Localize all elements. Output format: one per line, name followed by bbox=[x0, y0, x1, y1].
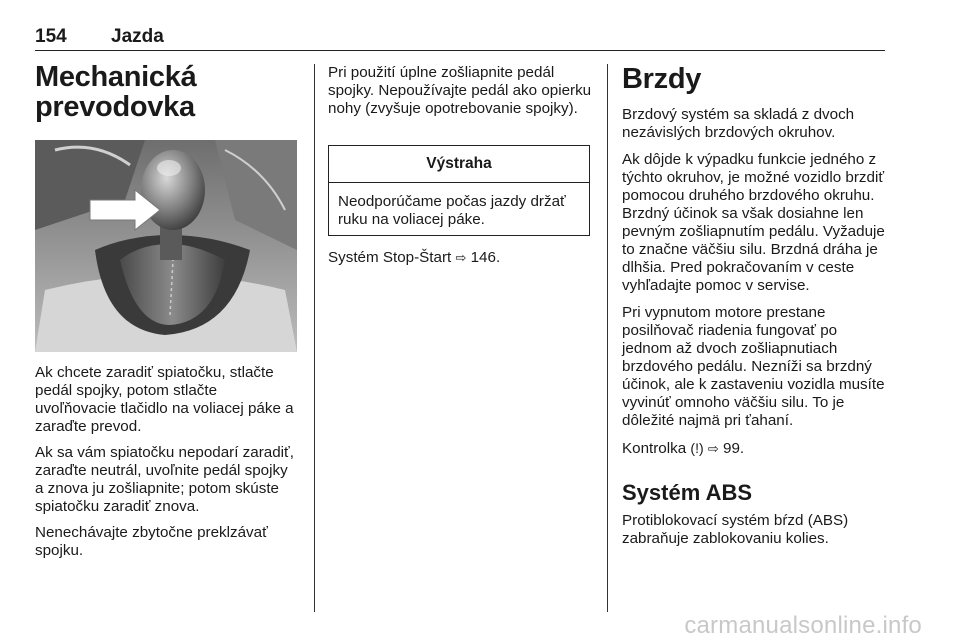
middle-column bbox=[328, 64, 593, 118]
heading-line: prevodovka bbox=[35, 91, 195, 123]
paragraph: Ak sa vám spiatočku nepodarí zaradiť, zaraďte neutrál, uvoľnite pedál spojky a znova ju zošliapnite; potom skúste spiatočku zaradiť znova. bbox=[35, 444, 294, 515]
gear-shift-lever-image bbox=[35, 140, 297, 352]
paragraph: Ak chcete zaradiť spiatočku, stlačte pedál spojky, potom stlačte uvoľňovacie tlačidlo na voliacej páke a zaraďte prevod. bbox=[35, 364, 294, 435]
column-divider bbox=[314, 64, 315, 612]
warning-text: Neodporúčame počas jazdy držať ruku na voliacej páke. bbox=[338, 193, 566, 228]
stop-start-reference bbox=[328, 249, 593, 267]
reference-text: Kontrolka bbox=[622, 440, 687, 457]
paragraph: Brzdový systém sa skladá z dvoch nezávislých brzdových okruhov. bbox=[622, 106, 855, 141]
gear-shift-illustration bbox=[35, 140, 297, 352]
page-ref-arrow-icon: ⇨ bbox=[707, 441, 719, 456]
section-title: Jazda bbox=[111, 26, 164, 47]
paragraph: Nenechávajte zbytočne preklzávať spojku. bbox=[35, 524, 268, 559]
right-column bbox=[622, 64, 890, 548]
page-ref-arrow-icon: ⇨ bbox=[455, 250, 467, 265]
left-column-text bbox=[35, 364, 300, 560]
paragraph: Ak dôjde k výpadku funkcie jedného z týchto okruhov, je možné vozidlo brzdiť pomocou druhého brzdového okruhu. Brzdný účinok sa však dosiahne len pevným zošliapnutím pedálu. Vyžaduje to značne väčšiu silu. Brzdná dráha je dlhšia. Pred pokračovaním v ceste vyhľadajte pomoc v servise. bbox=[622, 151, 885, 294]
control-light-reference bbox=[622, 439, 890, 458]
heading-brakes: Brzdy bbox=[622, 63, 702, 95]
reference-text: Systém Stop-Štart bbox=[328, 249, 452, 266]
paragraph: Pri vypnutom motore prestane posilňovač riadenia fungovať po jednom až dvoch zošliapnutiach brzdového pedálu. Nezníži sa brzdný účinok, ale k zastaveniu vozidla musíte vyvinúť omnoho väčšiu silu. To je dôležité najmä pri ťahaní. bbox=[622, 304, 885, 429]
paragraph: Pri použití úplne zošliapnite pedál spojky. Nepoužívajte pedál ako opierku nohy (zvyšuje opotrebovanie spojky). bbox=[328, 64, 592, 117]
reference-page: 146. bbox=[470, 249, 501, 266]
brake-warning-icon: (!) bbox=[690, 440, 704, 456]
column-divider bbox=[607, 64, 608, 612]
warning-box bbox=[328, 145, 590, 236]
page-header bbox=[35, 24, 885, 51]
watermark-text: carmanualsonline.info bbox=[684, 612, 922, 639]
warning-title: Výstraha bbox=[329, 146, 589, 183]
left-column bbox=[35, 62, 300, 122]
heading-line: Mechanická bbox=[35, 61, 197, 93]
heading-manual-transmission bbox=[35, 62, 300, 122]
heading-abs: Systém ABS bbox=[622, 480, 753, 505]
reference-line bbox=[328, 249, 593, 267]
reference-page: 99. bbox=[723, 440, 745, 457]
paragraph: Protiblokovací systém bŕzd (ABS) zabraňuje zablokovaniu kolies. bbox=[622, 512, 849, 547]
page-number: 154 bbox=[35, 26, 67, 47]
